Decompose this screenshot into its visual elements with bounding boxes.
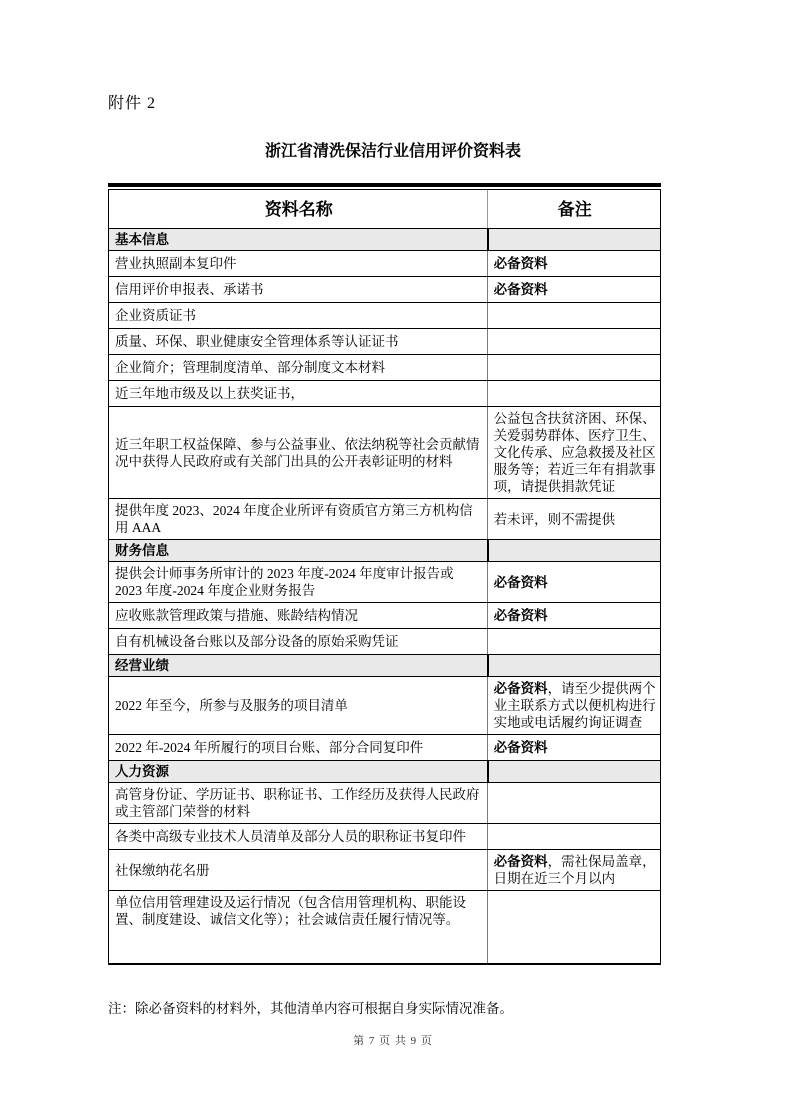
remark-cell: 若未评，则不需提供 (487, 499, 660, 539)
material-name-cell: 近三年职工权益保障、参与公益事业、依法纳税等社会贡献情况中获得人民政府或有关部门出具的公开表彰证明的材料 (115, 436, 480, 469)
required-material-label: 必备资料 (493, 256, 548, 271)
required-material-label: 必备资料 (493, 282, 548, 297)
table-row (109, 676, 660, 734)
table-header-row (109, 190, 660, 228)
table-row (109, 276, 660, 302)
remark-cell (487, 603, 660, 628)
table-row (109, 354, 660, 380)
remark-cell (487, 761, 660, 782)
remark-cell (487, 562, 660, 602)
table-row (109, 498, 660, 539)
page-number: 第 7 页 共 9 页 (353, 1035, 433, 1047)
table-row (109, 602, 660, 628)
remark-cell (487, 735, 660, 760)
remark-cell: 必备资料，请至少提供两个业主联系方式以便机构进行实地或电话履约询证调查 (487, 677, 660, 734)
footnote: 注：除必备资料的材料外，其他清单内容可根据自身实际情况准备。 (108, 1001, 513, 1016)
table-row (109, 380, 660, 406)
section-row (109, 228, 660, 250)
table-body (108, 189, 661, 965)
remark-cell (487, 629, 660, 654)
remark-cell: 公益包含扶贫济困、环保、关爱弱势群体、医疗卫生、文化传承、应急救援及社区服务等；若近三年有捐款事项，请提供捐款凭证 (487, 407, 660, 498)
remark-cell (487, 355, 660, 380)
column-header-material-name: 资料名称 (264, 199, 333, 219)
required-material-label: 必备资料 (493, 681, 548, 696)
required-material-label: 必备资料 (493, 740, 548, 755)
material-name-cell: 2022 年至今，所参与及服务的项目清单 (115, 698, 348, 713)
section-row (109, 760, 660, 782)
material-name-cell: 企业简介；管理制度清单、部分制度文本材料 (115, 360, 385, 375)
credit-materials-table (108, 183, 661, 965)
remark-cell (487, 891, 660, 963)
attachment-label: 附件 2 (108, 95, 157, 112)
remark-cell (487, 824, 660, 849)
remark-cell (487, 229, 660, 250)
remark-cell (487, 303, 660, 328)
material-name-cell: 企业资质证书 (115, 308, 196, 323)
material-name-cell: 提供年度 2023、2024 年度企业所评有资质官方第三方机构信用 AAA (115, 503, 473, 535)
table-row (109, 890, 660, 963)
table-row (109, 561, 660, 602)
table-row (109, 782, 660, 823)
table-row (109, 250, 660, 276)
required-material-label: 必备资料 (493, 608, 548, 623)
section-row (109, 654, 660, 676)
material-name-cell: 基本信息 (115, 232, 169, 247)
material-name-cell: 营业执照副本复印件 (115, 256, 237, 271)
remark-cell (487, 540, 660, 561)
material-name-cell: 单位信用管理建设及运行情况（包含信用管理机构、职能设置、制度建设、诚信文化等）；社会诚信责任履行情况等。 (115, 895, 466, 927)
material-name-cell: 社保缴纳花名册 (115, 862, 210, 878)
material-name-cell: 各类中高级专业技术人员清单及部分人员的职称证书复印件 (115, 829, 466, 844)
column-header-remark: 备注 (487, 190, 660, 228)
remark-cell (487, 783, 660, 823)
remark-cell (487, 655, 660, 676)
table-row (109, 628, 660, 654)
material-name-cell: 提供会计师事务所审计的 2023 年度-2024 年度审计报告或 2023 年度-2024 年度企业财务报告 (115, 566, 454, 598)
material-name-cell: 自有机械设备台账以及部分设备的原始采购凭证 (115, 634, 399, 649)
page-title: 浙江省清洗保洁行业信用评价资料表 (264, 143, 521, 160)
material-name-cell: 质量、环保、职业健康安全管理体系等认证证书 (115, 334, 399, 349)
material-name-cell: 近三年地市级及以上获奖证书， (115, 386, 304, 401)
material-name-cell: 财务信息 (115, 543, 169, 558)
material-name-cell: 经营业绩 (115, 658, 169, 673)
remark-cell (487, 381, 660, 406)
material-name-cell: 信用评价申报表、承诺书 (115, 282, 264, 297)
section-row (109, 539, 660, 561)
table-rows (109, 228, 660, 963)
material-name-cell: 高管身份证、学历证书、职称证书、工作经历及获得人民政府或主管部门荣誉的材料 (115, 787, 480, 819)
material-name-cell: 2022 年-2024 年所履行的项目台账、部分合同复印件 (115, 740, 424, 755)
remark-cell (487, 329, 660, 354)
remark-cell (487, 251, 660, 276)
required-material-label: 必备资料 (493, 854, 548, 869)
table-top-rule (108, 183, 661, 187)
table-row (109, 849, 660, 890)
material-name-cell: 人力资源 (115, 764, 169, 779)
material-name-cell: 应收账款管理政策与措施、账龄结构情况 (115, 608, 358, 623)
remark-cell: 必备资料，需社保局盖章，日期在近三个月以内 (487, 850, 660, 890)
table-row (109, 406, 660, 498)
table-row (109, 302, 660, 328)
table-row (109, 823, 660, 849)
table-row (109, 328, 660, 354)
required-material-label: 必备资料 (493, 574, 548, 590)
table-row (109, 734, 660, 760)
remark-cell (487, 277, 660, 302)
